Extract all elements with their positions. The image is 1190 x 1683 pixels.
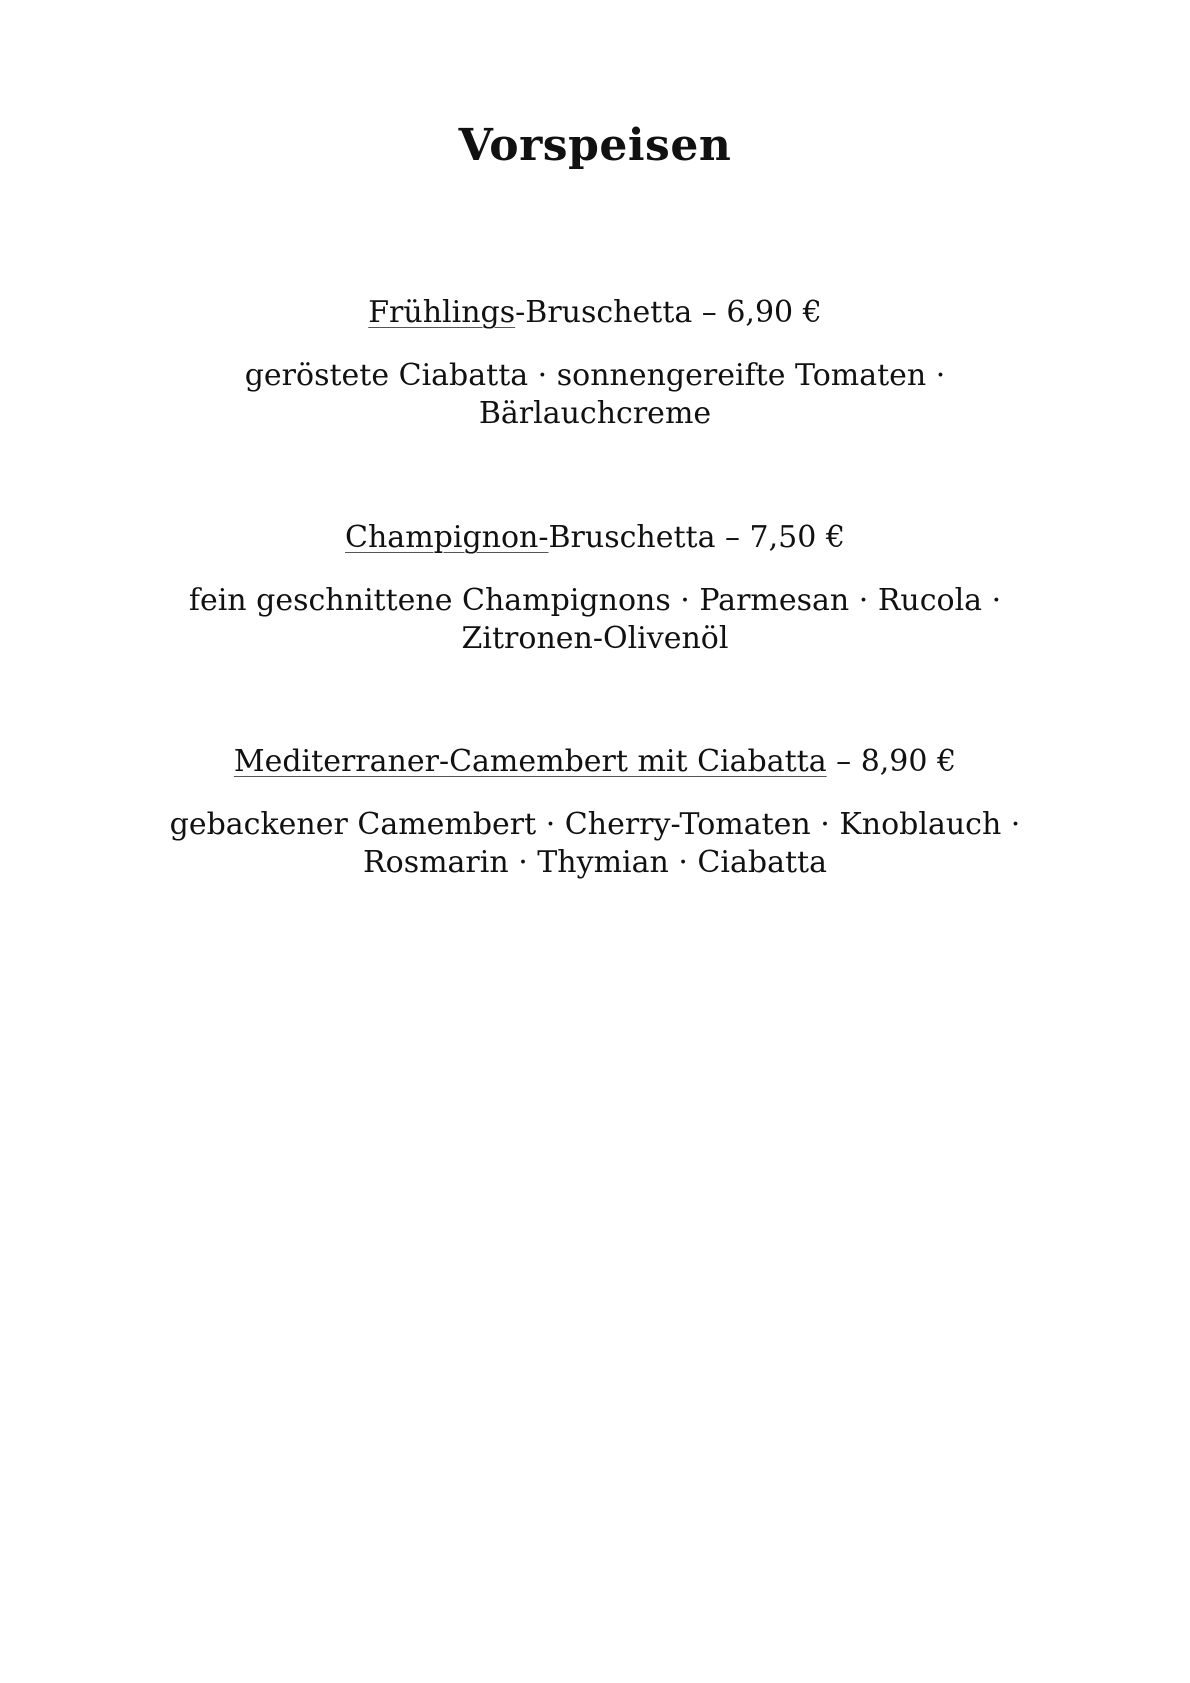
menu-item-name-underlined: Frühlings [368,295,516,330]
menu-item-name-rest: Bruschetta [548,520,716,555]
menu-item-description [100,806,1090,882]
price-separator: – [715,520,750,555]
menu-item-description [100,582,1090,658]
price-separator: – [826,744,861,779]
description-line: Zitronen-Olivenöl [461,621,729,656]
description-line: Rosmarin · Thymian · Ciabatta [363,845,827,880]
menu-item-heading [100,518,1090,558]
menu-item-name-underlined: Champignon- [345,520,549,555]
page-title: Vorspeisen [458,120,732,171]
menu-item-heading [100,742,1090,782]
menu-item-description [100,357,1090,433]
description-line: fein geschnittene Champignons · Parmesan · Rucola · [188,583,1002,618]
menu-item-price: 8,90 € [860,744,957,779]
description-line: Bärlauchcreme [478,396,712,431]
menu-item [100,518,1090,658]
menu-item-price: 6,90 € [726,295,822,330]
description-line: geröstete Ciabatta · sonnengereifte Tomaten · [244,358,946,393]
menu-item [100,742,1090,882]
menu-item [100,293,1090,433]
menu-item-price: 7,50 € [749,520,845,555]
menu-item-name-rest: -Bruschetta [515,295,693,330]
menu-item-name-underlined: Mediterraner-Camembert mit Ciabatta [233,744,827,779]
description-line: gebackener Camembert · Cherry-Tomaten · Knoblauch · [169,807,1021,842]
menu-item-heading [100,293,1090,333]
price-separator: – [692,295,727,330]
